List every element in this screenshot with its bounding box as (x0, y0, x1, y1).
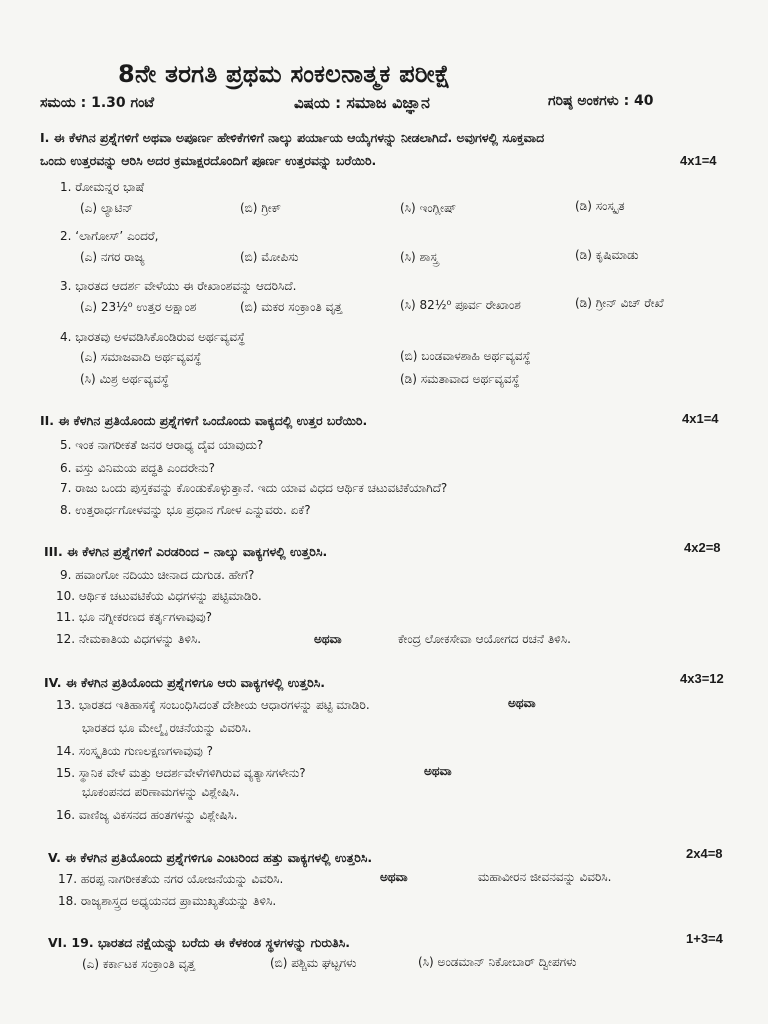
question-17-b: ಮಹಾವೀರನ ಜೀವನವನ್ನು ವಿವರಿಸಿ. (478, 870, 612, 884)
q1-option-d: (ಡಿ) ಸಂಸ್ಕೃತ (575, 199, 625, 213)
page-title: 8ನೇ ತರಗತಿ ಪ್ರಥಮ ಸಂಕಲನಾತ್ಮಕ ಪರೀಕ್ಷೆ (118, 60, 451, 88)
question-5: 5. ಇಂಕ ನಾಗರೀಕತೆ ಜನರ ಆರಾಧ್ಯ ದೈವ ಯಾವುದು? (60, 438, 264, 452)
question-13-b: ಭಾರತದ ಭೂ ಮೇಲ್ಮೈ ರಚನೆಯನ್ನು ವಿವರಿಸಿ. (82, 721, 252, 735)
question-17-or: ಅಥವಾ (380, 870, 408, 884)
subject-value: ಸಮಾಜ ವಿಜ್ಞಾನ (346, 93, 430, 112)
question-1: 1. ರೋಮನ್ನರ ಭಾಷೆ (60, 180, 145, 194)
question-3: 3. ಭಾರತದ ಆದರ್ಶ ವೇಳೆಯು ಈ ರೇಖಾಂಶವನ್ನು ಆದರಿಸಿದೆ. (60, 279, 297, 293)
max-marks-label: ಗರಿಷ್ಠ ಅಂಕಗಳು : 40 (548, 93, 654, 109)
question-13-a: 13. ಭಾರತದ ಇತಿಹಾಸಕ್ಕೆ ಸಂಬಂಧಿಸಿದಂತೆ ದೇಶೀಯ ಆಧಾರಗಳನ್ನು ಪಟ್ಟಿ ಮಾಡಿರಿ. (56, 698, 370, 712)
q3-option-a: (ಎ) 23½⁰ ಉತ್ತರ ಅಕ್ಷಾಂಶ (80, 300, 197, 314)
section-3-instruction: III. ಈ ಕೆಳಗಿನ ಪ್ರಶ್ನೆಗಳಿಗೆ ಎರಡರಿಂದ – ನಾಲ್ಕು ವಾಕ್ಯಗಳಲ್ಲಿ ಉತ್ತರಿಸಿ. (44, 544, 328, 559)
q19-option-a: (ಎ) ಕರ್ಕಾಟಕ ಸಂಕ್ರಾಂತಿ ವೃತ್ತ (82, 957, 196, 971)
question-11: 11. ಭೂ ನಗ್ನೀಕರಣದ ಕರ್ತೃಗಳಾವುವು? (56, 610, 213, 624)
q2-option-d: (ಡಿ) ಕೃಷಿಮಾಡು (575, 248, 639, 262)
q19-option-c: (ಸಿ) ಅಂಡಮಾನ್ ನಿಕೋಬಾರ್ ದ್ವೀಪಗಳು (418, 955, 577, 969)
time-label: ಸಮಯ : 1.30 ಗಂಟೆ (40, 95, 155, 111)
section-1-instruction: I. ಈ ಕೆಳಗಿನ ಪ್ರಶ್ನೆಗಳಿಗೆ ಅಥವಾ ಅಪೂರ್ಣ ಹೇಳಿಕೆಗಳಿಗೆ ನಾಲ್ಕು ಪರ್ಯಾಯ ಆಯ್ಕೆಗಳನ್ನು ನೀಡಲಾಗಿದೆ. ಅವುಗಳಲ್ಲಿ ಸೂಕ್ತವಾದ (40, 130, 545, 145)
q4-option-a: (ಎ) ಸಮಾಜವಾದಿ ಅರ್ಥವ್ಯವಸ್ಥೆ (80, 350, 202, 364)
q2-option-a: (ಎ) ನಗರ ರಾಜ್ಯ (80, 250, 145, 264)
q19-option-b: (ಬಿ) ಪಶ್ಚಿಮ ಘಟ್ಟಗಳು (270, 956, 357, 970)
q4-option-d: (ಡಿ) ಸಮತಾವಾದ ಅರ್ಥವ್ಯವಸ್ಥೆ (400, 372, 520, 386)
section-6-instruction: VI. 19. ಭಾರತದ ನಕ್ಷೆಯನ್ನು ಬರೆದು ಈ ಕೆಳಕಂಡ ಸ್ಥಳಗಳನ್ನು ಗುರುತಿಸಿ. (48, 935, 351, 950)
subject-line (294, 93, 430, 113)
question-17-a: 17. ಹರಪ್ಪ ನಾಗರೀಕತೆಯ ನಗರ ಯೋಜನೆಯನ್ನು ವಿವರಿಸಿ. (58, 872, 284, 886)
section-1-marks: 4x1=4 (680, 153, 717, 168)
section-3-marks: 4x2=8 (684, 540, 721, 555)
q2-option-c: (ಸಿ) ಶಾಸ್ತ್ರ (400, 250, 439, 264)
section-1-instruction-line2: ಒಂದು ಉತ್ತರವನ್ನು ಆರಿಸಿ ಅದರ ಕ್ರಮಾಕ್ಷರದೊಂದಿಗೆ ಪೂರ್ಣ ಉತ್ತರವನ್ನು ಬರೆಯಿರಿ. (40, 153, 377, 168)
q3-option-b: (ಬಿ) ಮಕರ ಸಂಕ್ರಾಂತಿ ವೃತ್ತ (240, 300, 343, 314)
q4-option-c: (ಸಿ) ಮಿಶ್ರ ಅರ್ಥವ್ಯವಸ್ಥೆ (80, 372, 169, 386)
question-14: 14. ಸಂಸ್ಕೃತಿಯ ಗುಣಲಕ್ಷಣಗಳಾವುವು ? (56, 744, 214, 758)
question-10: 10. ಆರ್ಥಿಕ ಚಟುವಟಿಕೆಯ ವಿಧಗಳನ್ನು ಪಟ್ಟಿಮಾಡಿರಿ. (56, 589, 262, 603)
question-7: 7. ರಾಜು ಒಂದು ಪುಸ್ತಕವನ್ನು ಕೊಂಡುಕೊಳ್ಳುತ್ತಾನೆ. ಇದು ಯಾವ ವಿಧದ ಆರ್ಥಿಕ ಚಟುವಟಿಕೆಯಾಗಿದೆ? (60, 481, 448, 495)
q4-option-b: (ಬಿ) ಬಂಡವಾಳಶಾಹಿ ಅರ್ಥವ್ಯವಸ್ಥೆ (400, 349, 531, 363)
question-15-b: ಭೂಕಂಪನದ ಪರಿಣಾಮಗಳನ್ನು ವಿಶ್ಲೇಷಿಸಿ. (82, 785, 240, 799)
question-2: 2. ‘ಲಾಗೋಸ್’ ಎಂದರೆ, (60, 229, 159, 243)
q1-option-c: (ಸಿ) ಇಂಗ್ಲೀಷ್ (400, 201, 457, 215)
q3-option-c: (ಸಿ) 82½⁰ ಪೂರ್ವ ರೇಖಾಂಶ (400, 298, 521, 312)
section-5-marks: 2x4=8 (686, 846, 723, 861)
question-12-b: ಕೇಂದ್ರ ಲೋಕಸೇವಾ ಆಯೋಗದ ರಚನೆ ತಿಳಿಸಿ. (398, 632, 571, 646)
section-4-marks: 4x3=12 (680, 671, 724, 686)
section-4-instruction: IV. ಈ ಕೆಳಗಿನ ಪ್ರತಿಯೊಂದು ಪ್ರಶ್ನೆಗಳಿಗೂ ಆರು ವಾಕ್ಯಗಳಲ್ಲಿ ಉತ್ತರಿಸಿ. (44, 675, 326, 690)
subject-label: ವಿಷಯ : (294, 94, 342, 112)
section-5-instruction: V. ಈ ಕೆಳಗಿನ ಪ್ರತಿಯೊಂದು ಪ್ರಶ್ನೆಗಳಿಗೂ ಎಂಟರಿಂದ ಹತ್ತು ವಾಕ್ಯಗಳಲ್ಲಿ ಉತ್ತರಿಸಿ. (48, 850, 373, 865)
section-6-marks: 1+3=4 (686, 931, 723, 946)
question-18: 18. ರಾಜ್ಯಶಾಸ್ತ್ರದ ಅಧ್ಯಯನದ ಪ್ರಾಮುಖ್ಯತೆಯನ್ನು ತಿಳಿಸಿ. (58, 894, 277, 908)
question-15-a: 15. ಸ್ಥಾನಿಕ ವೇಳೆ ಮತ್ತು ಆದರ್ಶವೇಳೆಗಳಿಗಿರುವ ವ್ಯತ್ಯಾಸಗಳೇನು? (56, 766, 306, 780)
q2-option-b: (ಬಿ) ಮೋಪಿಸು (240, 250, 299, 264)
q1-option-b: (ಬಿ) ಗ್ರೀಕ್ (240, 201, 282, 215)
question-8: 8. ಉತ್ತರಾರ್ಧಗೋಳವನ್ನು ಭೂ ಪ್ರಧಾನ ಗೋಳ ಎನ್ನುವರು. ಏಕೆ? (60, 503, 311, 517)
question-4: 4. ಭಾರತವು ಅಳವಡಿಸಿಕೊಂಡಿರುವ ಅರ್ಥವ್ಯವಸ್ಥೆ (60, 330, 246, 344)
question-12-a: 12. ನೇಮಕಾತಿಯ ವಿಧಗಳನ್ನು ತಿಳಿಸಿ. (56, 632, 202, 646)
question-9: 9. ಹವಾಂಗೋ ನದಿಯು ಚೀನಾದ ದುಗುಡ. ಹೇಗೆ? (60, 568, 255, 582)
question-13-or: ಅಥವಾ (508, 696, 536, 710)
question-15-or: ಅಥವಾ (424, 764, 452, 778)
section-2-instruction: II. ಈ ಕೆಳಗಿನ ಪ್ರತಿಯೊಂದು ಪ್ರಶ್ನೆಗಳಿಗೆ ಒಂದೊಂದು ವಾಕ್ಯದಲ್ಲಿ ಉತ್ತರ ಬರೆಯಿರಿ. (40, 413, 368, 428)
question-12-or: ಅಥವಾ (314, 632, 342, 646)
q3-option-d: (ಡಿ) ಗ್ರೀನ್ ವಿಚ್ ರೇಖೆ (575, 296, 664, 310)
q1-option-a: (ಎ) ಲ್ಯಾಟಿನ್ (80, 201, 133, 215)
section-2-marks: 4x1=4 (682, 411, 719, 426)
question-6: 6. ವಸ್ತು ವಿನಿಮಯ ಪದ್ಧತಿ ಎಂದರೇನು? (60, 461, 215, 475)
question-16: 16. ವಾಣಿಜ್ಯ ವಿಕಸನದ ಹಂತಗಳನ್ನು ವಿಶ್ಲೇಷಿಸಿ. (56, 808, 238, 822)
